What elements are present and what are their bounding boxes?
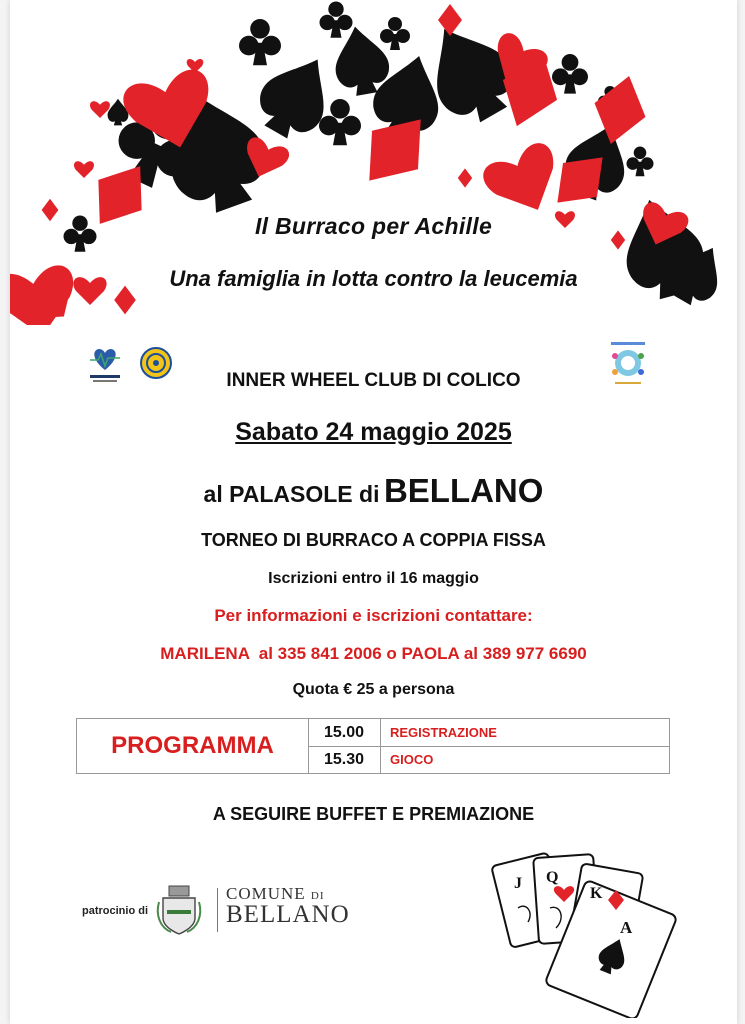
venue-line	[10, 472, 737, 510]
hero-banner	[10, 0, 737, 325]
playing-cards-icon	[490, 838, 680, 1018]
venue-city: BELLANO	[383, 472, 544, 509]
comune-logo	[226, 884, 350, 929]
comune-word: COMUNE	[226, 884, 306, 903]
table-row	[308, 746, 669, 773]
registration-deadline: Iscrizioni entro il 16 maggio	[268, 570, 479, 587]
svg-text:A: A	[620, 918, 633, 937]
logo-divider	[217, 888, 218, 932]
fee: Quota € 25 a persona	[292, 681, 455, 698]
tournament-type: TORNEO DI BURRACO A COPPIA FISSA	[201, 530, 546, 550]
hero-title: Il Burraco per Achille	[254, 213, 493, 239]
program-table	[76, 718, 670, 774]
info-heading: Per informazioni e iscrizioni contattare:	[214, 606, 533, 625]
program-time: 15.30	[308, 746, 381, 773]
flyer-page	[10, 0, 737, 1024]
coat-of-arms-icon	[155, 882, 203, 936]
buffet-line: A SEGUIRE BUFFET E PREMIAZIONE	[212, 804, 535, 824]
contact-numbers: MARILENA al 335 841 2006 o PAOLA al 389 977 6690	[160, 644, 587, 663]
program-activity: GIOCO	[390, 752, 434, 767]
program-label: PROGRAMMA	[77, 719, 309, 773]
svg-text:Q: Q	[546, 869, 559, 886]
event-date: Sabato 24 maggio 2025	[235, 418, 512, 446]
program-activity: REGISTRAZIONE	[390, 725, 497, 740]
comune-town: BELLANO	[226, 901, 350, 928]
club-name: INNER WHEEL CLUB DI COLICO	[226, 370, 521, 391]
venue-prefix: al PALASOLE di	[203, 481, 380, 507]
comune-di: DI	[310, 890, 325, 902]
svg-text:J: J	[514, 875, 522, 892]
table-row	[308, 719, 669, 747]
hero-subtitle: Una famiglia in lotta contro la leucemia	[169, 266, 578, 291]
svg-text:K: K	[590, 885, 603, 902]
patronage-label: patrocinio di	[82, 905, 148, 917]
program-time: 15.00	[308, 719, 381, 746]
